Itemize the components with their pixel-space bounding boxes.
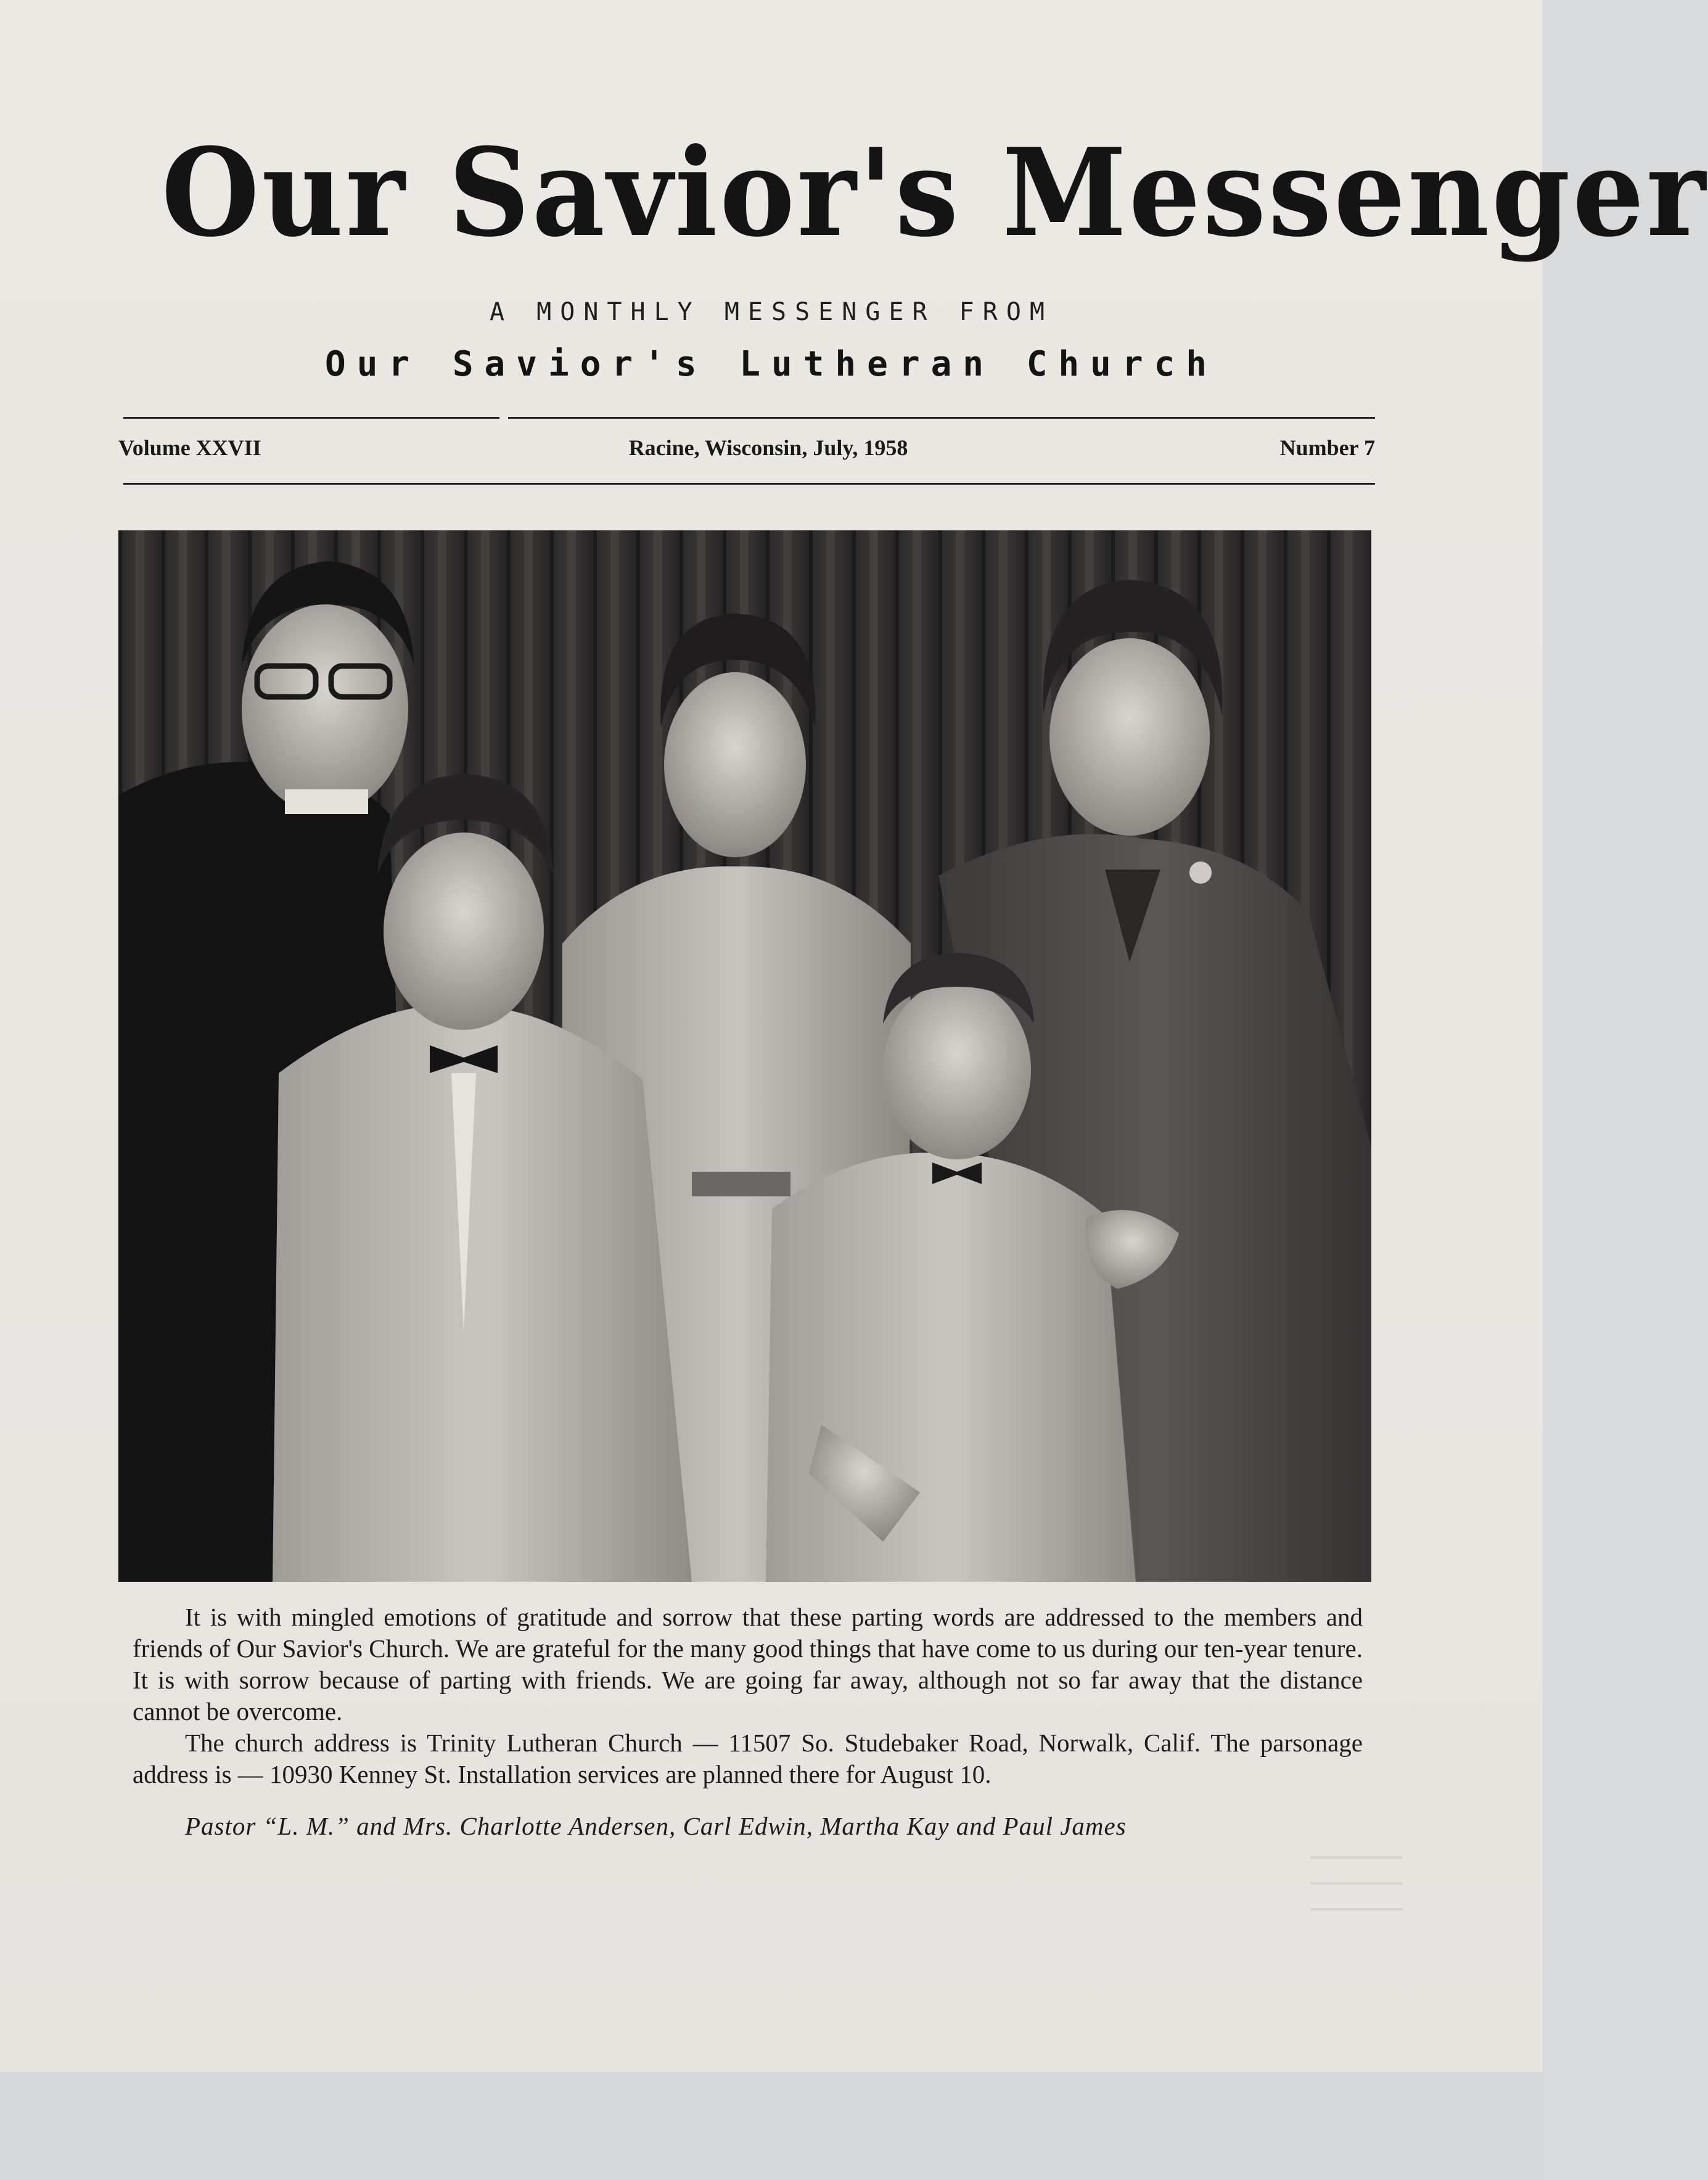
- caption-text: [133, 1602, 1363, 1790]
- church-name: Our Savior's Lutheran Church: [324, 344, 1218, 384]
- photo-illustration: [118, 530, 1371, 1582]
- family-portrait-photo: [118, 530, 1371, 1582]
- newsletter-title: Our Savior's Messenger: [161, 122, 1708, 264]
- top-rule: [123, 417, 1375, 419]
- caption-paragraph-1: It is with mingled emotions of gratitude and sorrow that these parting words are addressed to the members and friends of Our Savior's Church. We are grateful for the many good things that have come to us during our ten-year tenure. It is with sorrow because of parting with friends. We are going far away, although not so far away that the distance cannot be overcome.: [133, 1603, 1363, 1725]
- place-date-label: Racine, Wisconsin, July, 1958: [628, 435, 908, 460]
- bottom-rule: [123, 483, 1375, 485]
- back-page-bleed-through: [1310, 1856, 1403, 1930]
- volume-label: Volume XXVII: [118, 435, 261, 460]
- scan-background: [0, 2072, 1543, 2180]
- family-signature: Pastor “L. M.” and Mrs. Charlotte Andersen, Carl Edwin, Martha Kay and Paul James: [185, 1812, 1127, 1840]
- newsletter-subtitle: A MONTHLY MESSENGER FROM: [490, 298, 1053, 326]
- caption-paragraph-2: The church address is Trinity Lutheran Church — 11507 So. Studebaker Road, Norwalk, Calif. The parsonage address is — 10930 Kenney St. Installation services are planned there for August 10.: [133, 1729, 1363, 1788]
- issue-number-label: Number 7: [1279, 435, 1375, 460]
